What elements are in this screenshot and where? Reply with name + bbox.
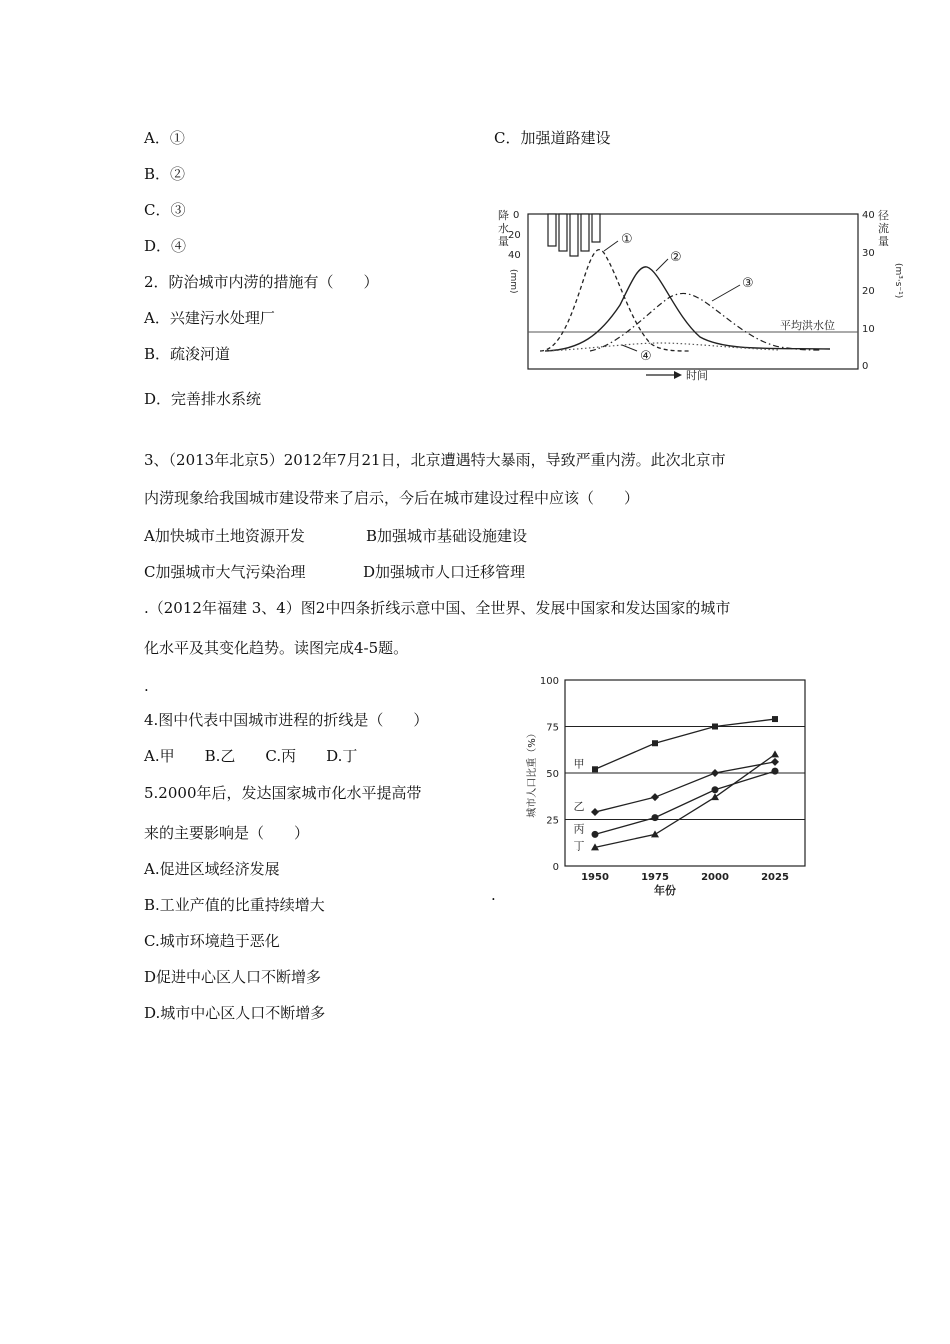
point-丙-2025 xyxy=(772,768,779,775)
q2-option-b: B．疏浚河道 xyxy=(144,345,231,363)
flood-level-label: 平均洪水位 xyxy=(780,319,835,332)
q1-option-c: C．③ xyxy=(144,201,186,219)
curve-2 xyxy=(545,267,830,351)
series-line-丙 xyxy=(595,771,775,834)
q4-stem: 4.图中代表中国城市进程的折线是（ ） xyxy=(144,711,429,729)
x-tick-2000: 2000 xyxy=(701,872,729,883)
q1-option-a: A．① xyxy=(144,129,185,147)
point-甲-2000 xyxy=(712,724,718,730)
curve-label-2: ② xyxy=(670,250,682,265)
series-line-乙 xyxy=(595,762,775,812)
series-label-丁: 丁 xyxy=(573,839,585,853)
q5-option-a: A.促进区域经济发展 xyxy=(144,860,280,878)
x-tick-1950: 1950 xyxy=(581,872,609,883)
y-tick-0: 0 xyxy=(552,862,559,873)
point-甲-1950 xyxy=(592,766,598,772)
q3-stem-line2: 内涝现象给我国城市建设带来了启示，今后在城市建设过程中应该（ ） xyxy=(144,489,640,507)
q3-option-d: D加强城市人口迁移管理 xyxy=(363,563,526,581)
x-axis-label: 年份 xyxy=(654,884,676,897)
point-乙-2000 xyxy=(711,769,719,777)
point-乙-1975 xyxy=(651,793,659,801)
q3-stem-line1: 3、（2013年北京5）2012年7月21日，北京遭遇特大暴雨，导致严重内涝。此次北京市 xyxy=(144,451,726,469)
q2-option-d: D．完善排水系统 xyxy=(144,390,262,408)
urbanization-chart xyxy=(515,670,815,900)
left-axis-label: 降水量 xyxy=(498,209,509,248)
right-tick-40: 40 xyxy=(862,210,875,221)
left-ticks xyxy=(508,210,521,261)
q1-option-b: B．② xyxy=(144,165,186,183)
svg-text:(mm): (mm) xyxy=(508,269,518,294)
point-乙-1950 xyxy=(591,808,599,816)
point-甲-2025 xyxy=(772,716,778,722)
intro45-line2: 化水平及其变化趋势。读图完成4-5题。 xyxy=(144,639,409,657)
q3-option-a: A加快城市土地资源开发 xyxy=(144,527,305,545)
q2-option-a: A．兴建污水处理厂 xyxy=(144,309,275,327)
y-tick-100: 100 xyxy=(539,676,559,687)
left-tick-20: 20 xyxy=(508,230,521,241)
q5-option-b: B.工业产值的比重持续增大 xyxy=(144,896,325,914)
q5-option-d2: D.城市中心区人口不断增多 xyxy=(144,1004,326,1022)
precip-bar-2 xyxy=(559,214,567,251)
q5-option-c: C.城市环境趋于恶化 xyxy=(144,932,280,950)
series-label-丙: 丙 xyxy=(573,822,585,836)
series-line-丁 xyxy=(595,754,775,847)
right-tick-20: 20 xyxy=(862,286,875,297)
y-tick-25: 25 xyxy=(546,815,559,827)
time-arrowhead-icon xyxy=(674,371,682,379)
q5-stem-line2: 来的主要影响是（ ） xyxy=(144,824,310,842)
q3-option-c: C加强城市大气污染治理 xyxy=(144,563,306,581)
y-tick-75: 75 xyxy=(546,722,559,734)
q1-option-d: D．④ xyxy=(144,237,187,255)
series-label-甲: 甲 xyxy=(573,757,585,771)
runoff-chart xyxy=(490,205,903,383)
curve-label-4: ④ xyxy=(640,349,652,364)
y-axis-label: 城市人口比重（%） xyxy=(527,728,538,818)
precip-bars xyxy=(548,214,600,256)
svg-text:(m³·s⁻¹): (m³·s⁻¹) xyxy=(893,263,903,299)
precip-bar-1 xyxy=(548,214,556,246)
precip-bar-4 xyxy=(581,214,589,251)
right-axis-label: 径流量 xyxy=(878,209,889,248)
q4-options: A.甲 B.乙 C.丙 D.丁 xyxy=(144,747,358,765)
x-tick-2025: 2025 xyxy=(761,872,789,883)
right-tick-30: 30 xyxy=(862,248,875,259)
q2-stem: 2．防治城市内涝的措施有（ ） xyxy=(144,273,379,291)
left-tick-0: 0 xyxy=(513,210,520,221)
curve-label-3: ③ xyxy=(742,276,754,291)
point-丁-2000 xyxy=(711,793,719,800)
q5-stem-line1: 5.2000年后，发达国家城市化水平提高带 xyxy=(144,784,422,802)
y-tick-50: 50 xyxy=(546,769,559,780)
point-丙-1975 xyxy=(652,814,659,821)
series-label-乙: 乙 xyxy=(573,800,585,814)
q3-option-b: B加强城市基础设施建设 xyxy=(366,527,528,545)
curve-label-1: ① xyxy=(621,232,633,247)
curve-1 xyxy=(540,250,690,351)
q5-option-d1: D促进中心区人口不断增多 xyxy=(144,968,322,986)
x-axis-label: 时间 xyxy=(686,369,708,382)
point-丙-2000 xyxy=(712,786,719,793)
stray-dot: . xyxy=(491,886,496,904)
q2-option-c: C．加强道路建设 xyxy=(494,129,611,147)
intro45-line1: .（2012年福建 3、4）图2中四条折线示意中国、全世界、发展中国家和发达国家的城市 xyxy=(144,599,731,617)
point-乙-2025 xyxy=(771,758,779,766)
precip-bar-3 xyxy=(570,214,578,256)
precip-bar-5 xyxy=(592,214,600,242)
right-tick-10: 10 xyxy=(862,324,875,335)
point-丙-1950 xyxy=(592,831,599,838)
intro45-dot: . xyxy=(144,677,149,695)
point-甲-1975 xyxy=(652,740,658,746)
x-tick-1975: 1975 xyxy=(641,872,669,883)
right-tick-0: 0 xyxy=(862,361,869,372)
point-丁-1975 xyxy=(651,830,659,837)
left-tick-40: 40 xyxy=(508,250,521,261)
point-丁-2025 xyxy=(771,750,779,757)
